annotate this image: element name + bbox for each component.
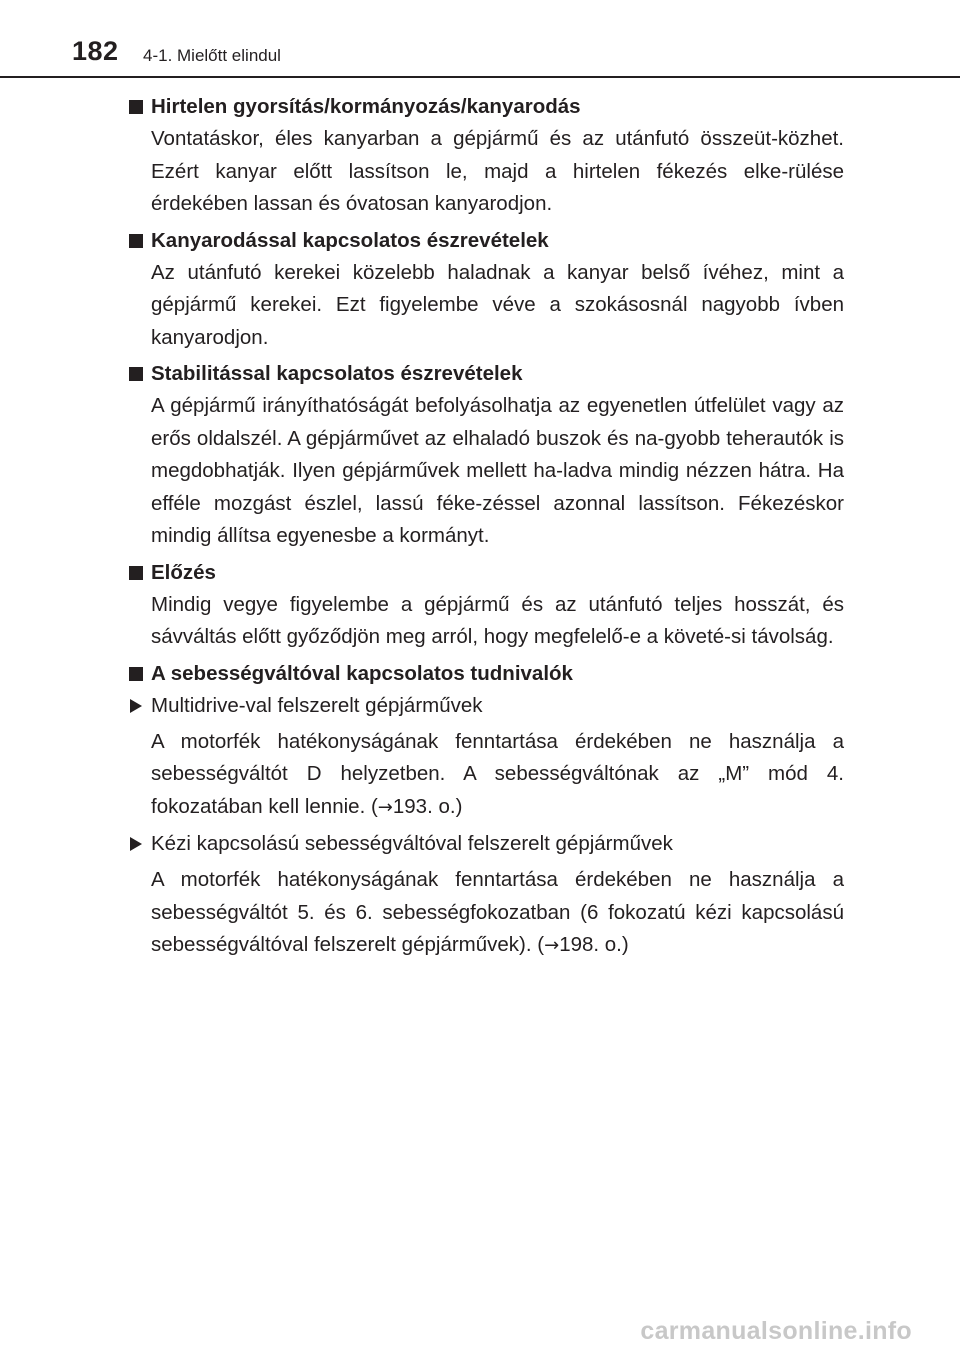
square-bullet-icon [129, 100, 143, 114]
page-content [0, 88, 960, 967]
watermark: carmanualsonline.info [640, 1317, 912, 1345]
square-bullet-icon [129, 667, 143, 681]
section-heading: Kanyarodással kapcsolatos észrevételek [0, 225, 960, 257]
triangle-bullet-icon [130, 699, 142, 713]
section-paragraph: A motorfék hatékonyságának fenntartása érdekében ne használja a sebességváltót 5. és 6. sebességfokozatban (6 fokozatú kézi kapcsolású sebességváltóval felszerelt gépjárművek). (→198. o.) [151, 868, 844, 956]
section-paragraph: A gépjármű irányíthatóságát befolyásolhatja az egyenetlen útfelület vagy az erős oldalszél. A gépjárművet az elhaladó buszok és na-gyobb teherautók is megdobhatják. Ilyen gépjárművek mellett ha-ladva mindig nézzen hátra. Ha efféle mozgást észlel, lassú féke-zéssel azonnal lassítson. Fékezéskor mindig állítsa egyenesbe a kormányt. [151, 394, 844, 547]
arrow-icon: → [377, 796, 393, 818]
triangle-bullet-icon [130, 837, 142, 851]
square-bullet-icon [129, 566, 143, 580]
header-rule [0, 76, 960, 78]
section-heading: Stabilitással kapcsolatos észrevételek [0, 358, 960, 390]
arrow-icon: → [544, 935, 560, 956]
square-bullet-icon [129, 367, 143, 381]
subsection-title: Multidrive-val felszerelt gépjárművek [0, 690, 960, 722]
section-paragraph: Az utánfutó kerekei közelebb haladnak a kanyar belső ívéhez, mint a gépjármű kerekei. Ezt figyelembe véve a szokásosnál nagyobb ívben kanyarodjon. [151, 260, 844, 349]
page-reference[interactable]: 198. o.) [559, 933, 629, 956]
section-heading: Hirtelen gyorsítás/kormányozás/kanyarodás [0, 91, 960, 123]
square-bullet-icon [129, 234, 143, 248]
section-heading: A sebességváltóval kapcsolatos tudnivalók [0, 658, 960, 690]
page-reference[interactable]: 193. o.) [392, 794, 463, 818]
section-paragraph: A motorfék hatékonyságának fenntartása érdekében ne használja a sebességváltót D helyzetben. A sebességváltónak az „M” mód 4. fokozatában kell lennie. (→193. o.) [151, 729, 844, 818]
chapter-title: 4-1. Mielőtt elindul [143, 46, 281, 65]
section-paragraph: Mindig vegye figyelembe a gépjármű és az utánfutó teljes hosszát, és sávváltás előtt győződjön meg arról, hogy megfelelő-e a követé-si távolság. [151, 592, 844, 648]
section-paragraph: Vontatáskor, éles kanyarban a gépjármű és az utánfutó összeüt-közhet. Ezért kanyar előtt lassítson le, majd a hirtelen fékezés elke-rülése érdekében lassan és óvatosan kanyarodjon. [151, 127, 844, 215]
page-number: 182 [72, 36, 119, 66]
section-heading: Előzés [0, 557, 960, 589]
subsection-title: Kézi kapcsolású sebességváltóval felszerelt gépjárművek [0, 828, 960, 860]
page-header [0, 0, 960, 80]
